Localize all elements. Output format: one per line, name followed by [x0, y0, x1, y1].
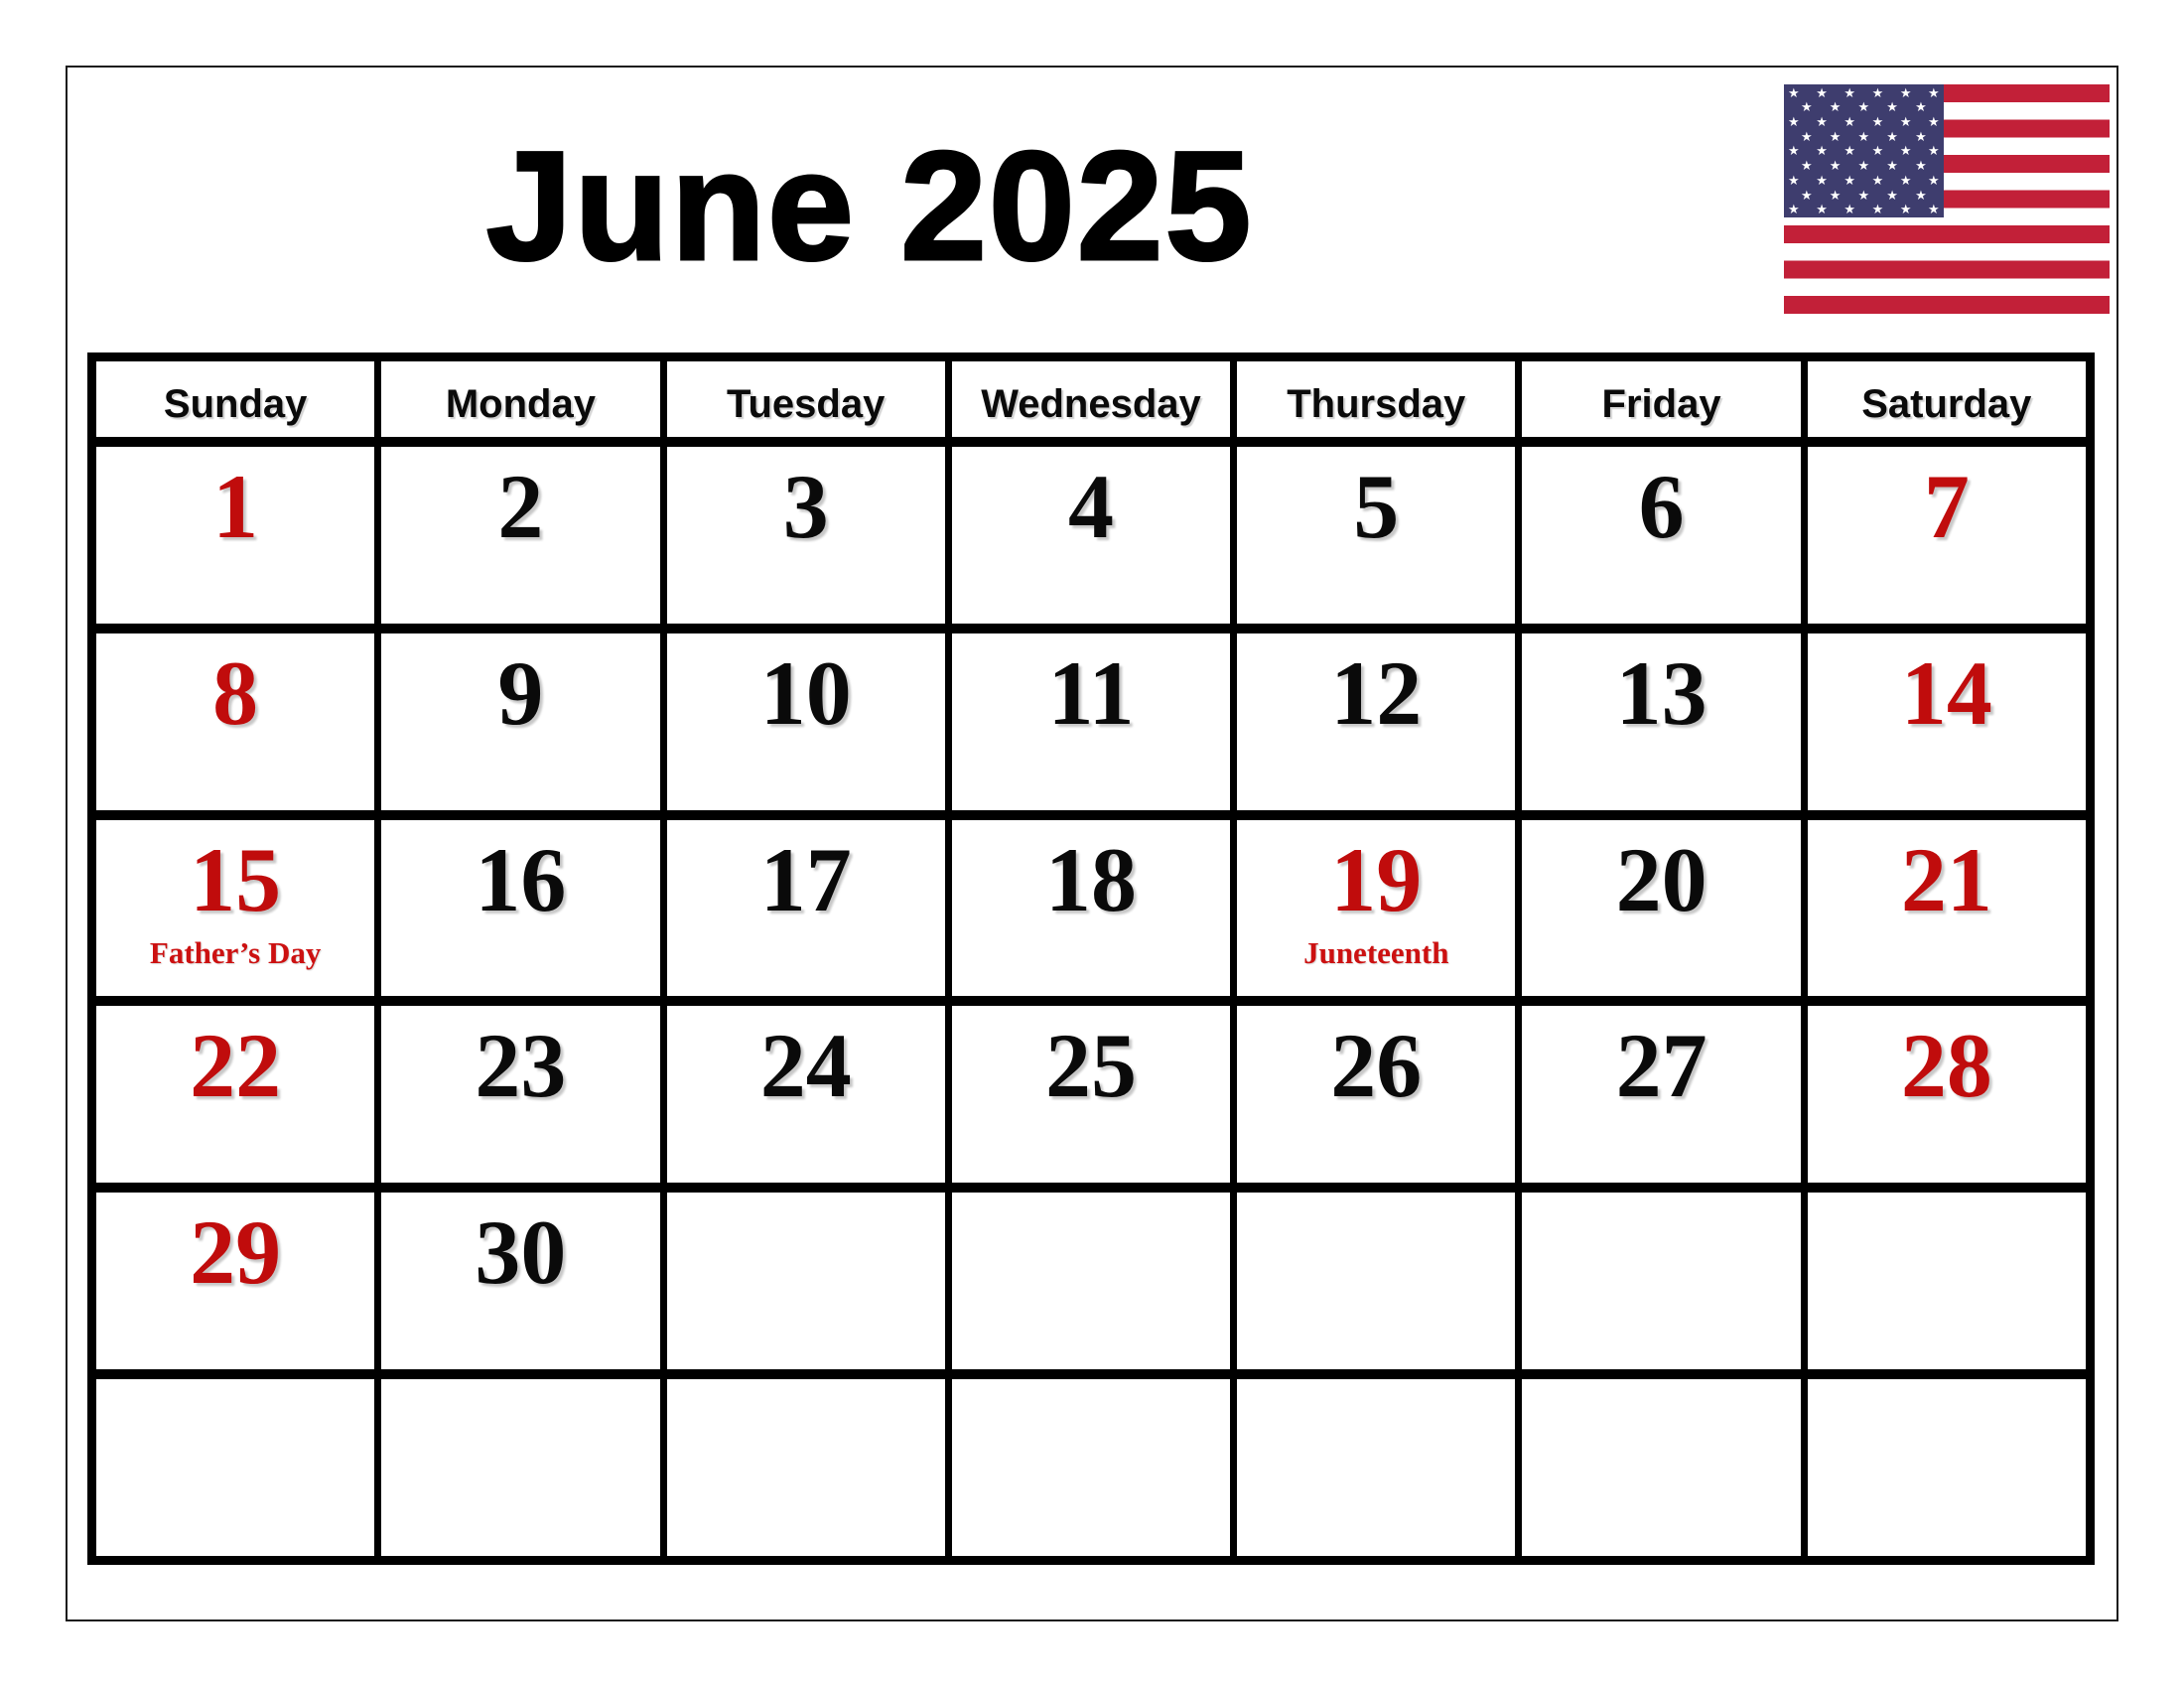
day-cell: [1522, 820, 1800, 997]
star-icon: ★: [1801, 128, 1813, 144]
day-cell: [96, 820, 374, 997]
day-number: 19: [1330, 828, 1423, 930]
day-number: 3: [782, 456, 829, 557]
flag-star-row: [1784, 174, 1944, 187]
calendar-grid: [87, 352, 2095, 1565]
star-icon: ★: [1857, 158, 1870, 174]
day-number: 4: [1067, 456, 1114, 557]
weekday-header: Thursday: [1237, 361, 1515, 437]
day-number: 27: [1615, 1015, 1707, 1117]
day-cell: [1808, 1193, 2086, 1369]
flag-star-row: [1784, 115, 1944, 128]
star-icon: ★: [1899, 84, 1912, 100]
day-number: 6: [1638, 456, 1685, 557]
flag-star-row: [1784, 189, 1944, 202]
day-number: 20: [1615, 828, 1707, 930]
star-icon: ★: [1928, 202, 1940, 217]
star-icon: ★: [1928, 143, 1940, 159]
day-cell: [667, 447, 945, 624]
star-icon: ★: [1829, 158, 1842, 174]
star-icon: ★: [1871, 202, 1884, 217]
star-icon: ★: [1801, 99, 1813, 115]
star-icon: ★: [1886, 158, 1898, 174]
star-icon: ★: [1829, 128, 1842, 144]
star-icon: ★: [1829, 187, 1842, 203]
star-icon: ★: [1829, 99, 1842, 115]
day-cell: [1522, 447, 1800, 624]
flag-star-row: [1784, 144, 1944, 157]
day-cell: [952, 1193, 1230, 1369]
star-icon: ★: [1871, 143, 1884, 159]
day-cell: [1237, 633, 1515, 810]
star-icon: ★: [1899, 143, 1912, 159]
day-number: 8: [212, 641, 259, 744]
day-number: 2: [497, 456, 544, 557]
day-number: 12: [1330, 641, 1423, 744]
star-icon: ★: [1788, 202, 1800, 217]
star-icon: ★: [1871, 114, 1884, 130]
star-icon: ★: [1788, 114, 1800, 130]
star-icon: ★: [1871, 172, 1884, 188]
star-icon: ★: [1816, 202, 1828, 217]
star-icon: ★: [1816, 172, 1828, 188]
star-icon: ★: [1928, 114, 1940, 130]
day-number: 11: [1047, 641, 1135, 744]
holiday-label: Father’s Day: [149, 934, 322, 970]
star-icon: ★: [1915, 158, 1927, 174]
star-icon: ★: [1928, 84, 1940, 100]
star-icon: ★: [1801, 187, 1813, 203]
flag-star-row: [1784, 159, 1944, 172]
day-cell: [96, 447, 374, 624]
day-cell: [1808, 820, 2086, 997]
star-icon: ★: [1816, 84, 1828, 100]
day-cell: [1808, 1379, 2086, 1556]
day-cell: [667, 633, 945, 810]
day-number: 18: [1044, 828, 1137, 930]
star-icon: ★: [1843, 114, 1856, 130]
day-cell: [952, 1006, 1230, 1183]
star-icon: ★: [1843, 84, 1856, 100]
day-cell: [1237, 447, 1515, 624]
day-cell: [1237, 1193, 1515, 1369]
day-number: 21: [1900, 828, 1992, 930]
star-icon: ★: [1788, 172, 1800, 188]
day-number: 10: [759, 641, 852, 744]
weekday-header: Monday: [381, 361, 659, 437]
flag-star-row: [1784, 203, 1944, 215]
day-cell: [952, 633, 1230, 810]
holiday-label: Juneteenth: [1303, 934, 1449, 970]
day-cell: [667, 1006, 945, 1183]
star-icon: ★: [1857, 99, 1870, 115]
day-number: 7: [1923, 456, 1970, 557]
day-number: 25: [1044, 1015, 1137, 1117]
star-icon: ★: [1899, 114, 1912, 130]
star-icon: ★: [1886, 128, 1898, 144]
star-icon: ★: [1928, 172, 1940, 188]
day-number: 24: [759, 1015, 852, 1117]
star-icon: ★: [1788, 143, 1800, 159]
day-number: 15: [190, 828, 282, 930]
star-icon: ★: [1886, 187, 1898, 203]
us-flag-canton: [1784, 84, 1944, 217]
star-icon: ★: [1915, 99, 1927, 115]
star-icon: ★: [1788, 84, 1800, 100]
star-icon: ★: [1843, 202, 1856, 217]
day-cell: [96, 1193, 374, 1369]
day-cell: [381, 1006, 659, 1183]
day-number: 28: [1900, 1015, 1992, 1117]
day-cell: [381, 820, 659, 997]
flag-star-row: [1784, 130, 1944, 143]
weekday-header: Tuesday: [667, 361, 945, 437]
day-number: 30: [475, 1201, 567, 1304]
us-flag-image: [1784, 84, 2110, 314]
day-cell: [381, 447, 659, 624]
star-icon: ★: [1816, 143, 1828, 159]
day-number: 14: [1900, 641, 1992, 744]
star-icon: ★: [1816, 114, 1828, 130]
day-cell: [1237, 1006, 1515, 1183]
day-cell: [96, 1379, 374, 1556]
day-cell: [1808, 633, 2086, 810]
day-number: 13: [1615, 641, 1707, 744]
day-number: 29: [190, 1201, 282, 1304]
day-number: 23: [475, 1015, 567, 1117]
day-cell: [667, 1193, 945, 1369]
day-cell: [96, 1006, 374, 1183]
star-icon: ★: [1871, 84, 1884, 100]
star-icon: ★: [1843, 172, 1856, 188]
day-number: 5: [1353, 456, 1400, 557]
day-number: 22: [190, 1015, 282, 1117]
flag-star-row: [1784, 100, 1944, 113]
day-cell: [96, 633, 374, 810]
weekday-header: Sunday: [96, 361, 374, 437]
star-icon: ★: [1843, 143, 1856, 159]
day-cell: [667, 820, 945, 997]
day-number: 16: [475, 828, 567, 930]
day-cell: [952, 447, 1230, 624]
star-icon: ★: [1857, 128, 1870, 144]
day-number: 9: [497, 641, 544, 744]
day-cell: [1522, 1006, 1800, 1183]
star-icon: ★: [1915, 128, 1927, 144]
day-cell: [1522, 1193, 1800, 1369]
star-icon: ★: [1857, 187, 1870, 203]
day-cell: [1522, 1379, 1800, 1556]
weekday-header: Friday: [1522, 361, 1800, 437]
flag-star-row: [1784, 86, 1944, 99]
star-icon: ★: [1886, 99, 1898, 115]
day-cell: [667, 1379, 945, 1556]
star-icon: ★: [1899, 202, 1912, 217]
weekday-header: Saturday: [1808, 361, 2086, 437]
day-number: 26: [1330, 1015, 1423, 1117]
star-icon: ★: [1801, 158, 1813, 174]
day-cell: [381, 1193, 659, 1369]
day-cell: [1237, 820, 1515, 997]
page-title: June 2025: [485, 120, 1254, 293]
day-cell: [1237, 1379, 1515, 1556]
star-icon: ★: [1899, 172, 1912, 188]
day-number: 17: [759, 828, 852, 930]
day-cell: [952, 1379, 1230, 1556]
day-cell: [1522, 633, 1800, 810]
star-icon: ★: [1915, 187, 1927, 203]
day-cell: [381, 633, 659, 810]
day-cell: [1808, 1006, 2086, 1183]
day-number: 1: [212, 456, 259, 557]
day-cell: [1808, 447, 2086, 624]
day-cell: [952, 820, 1230, 997]
weekday-header: Wednesday: [952, 361, 1230, 437]
day-cell: [381, 1379, 659, 1556]
